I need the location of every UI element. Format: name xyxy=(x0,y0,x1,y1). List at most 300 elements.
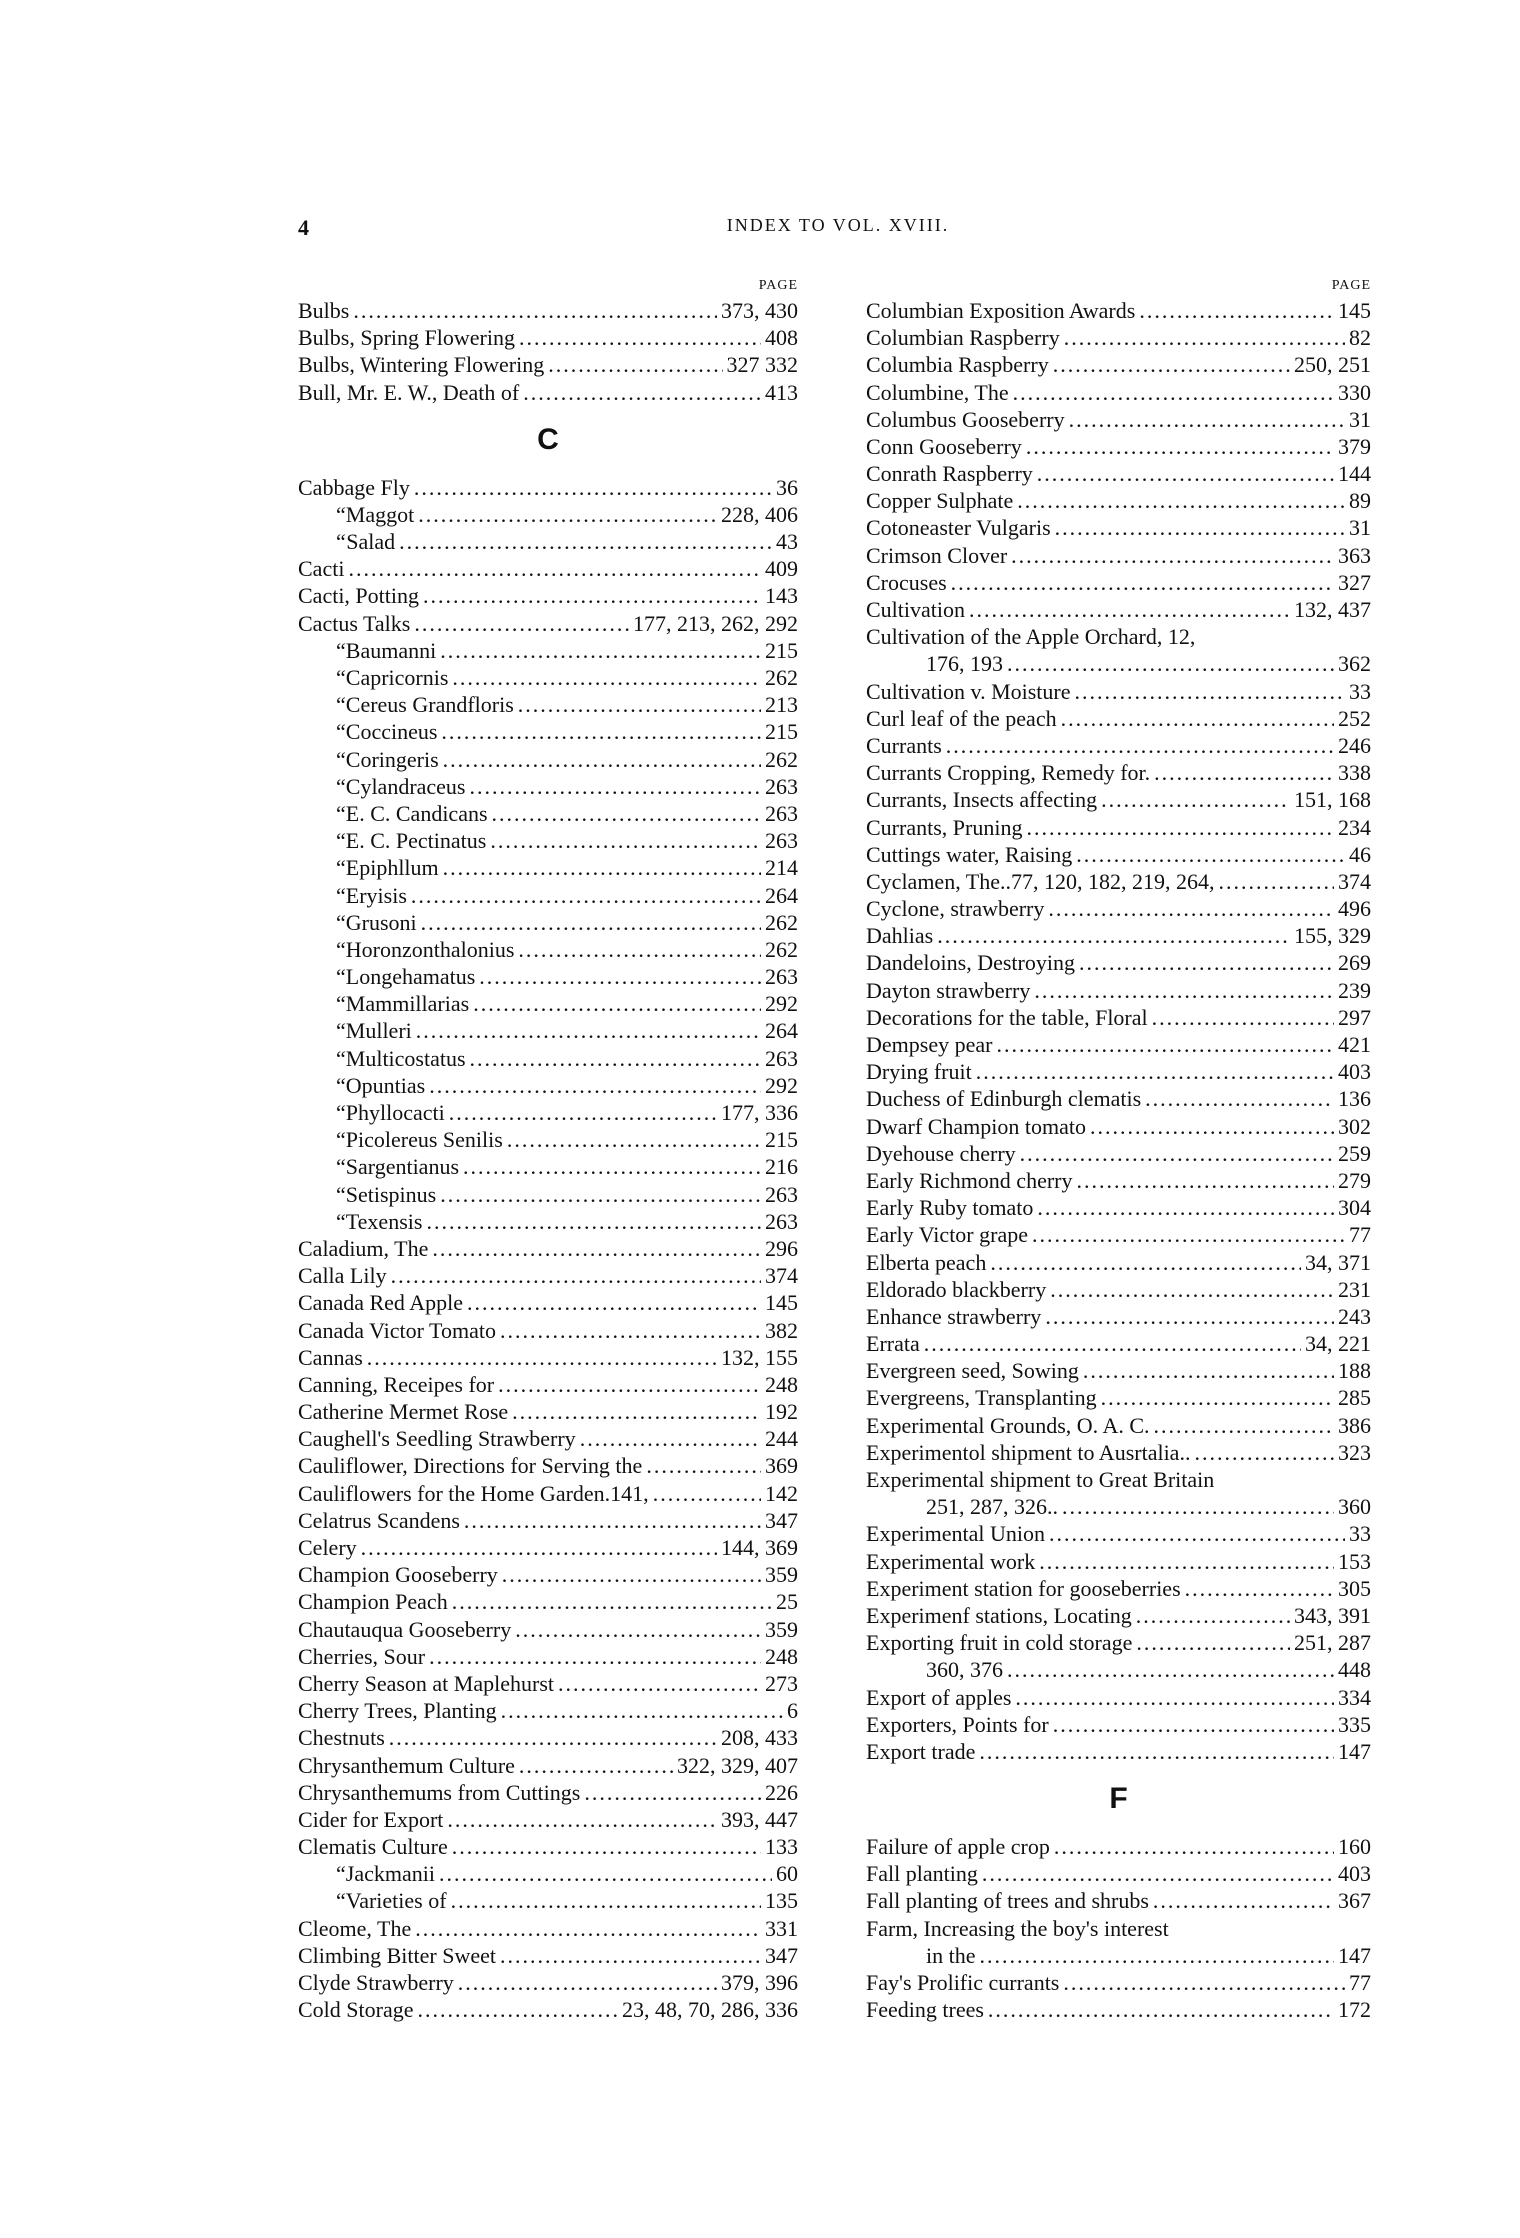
dot-leader xyxy=(1048,895,1334,922)
entry-pages: 296 xyxy=(765,1235,798,1261)
dot-leader xyxy=(501,1697,783,1724)
dot-leader xyxy=(470,773,762,800)
entry-pages: 292 xyxy=(765,1072,798,1098)
entry-pages: 413 xyxy=(765,379,798,405)
index-entry xyxy=(866,433,1371,460)
entry-pages: 226 xyxy=(765,1779,798,1805)
entry-pages: 244 xyxy=(765,1426,798,1452)
index-entry xyxy=(866,1276,1371,1303)
entry-name: Experiment station for gooseberries xyxy=(866,1575,1181,1601)
index-entry xyxy=(866,1629,1371,1656)
ditto-mark: “ xyxy=(336,1100,346,1126)
entry-name: 251, 287, 326.. xyxy=(926,1494,1058,1520)
entry-name: Cider for Export xyxy=(298,1806,444,1832)
entry-name: Columbus Gooseberry xyxy=(866,406,1065,432)
entry-name: Clyde Strawberry xyxy=(298,1970,454,1996)
entry-pages: 177, 213, 262, 292 xyxy=(633,610,798,636)
entry-pages: 263 xyxy=(765,773,798,799)
entry-name: Experimental shipment to Great Britain xyxy=(866,1467,1215,1493)
dot-leader xyxy=(1061,705,1334,732)
index-entry xyxy=(298,1181,798,1208)
dot-leader xyxy=(1055,514,1345,541)
index-entry xyxy=(298,1344,798,1371)
entry-name: Duchess of Edinburgh clematis xyxy=(866,1086,1142,1112)
entry-pages: 248 xyxy=(765,1371,798,1397)
index-entry xyxy=(298,1262,798,1289)
index-entry xyxy=(866,1466,1371,1493)
dot-leader xyxy=(515,1616,761,1643)
dot-leader xyxy=(421,909,761,936)
entry-pages: 330 xyxy=(1338,379,1371,405)
index-entry xyxy=(298,1208,798,1235)
entry-pages: 386 xyxy=(1338,1412,1371,1438)
ditto-mark: “ xyxy=(336,1181,346,1207)
entry-pages: 132, 155 xyxy=(721,1344,798,1370)
section-letter-f: F xyxy=(1109,1782,1128,1816)
entry-pages: 331 xyxy=(765,1915,798,1941)
entry-pages: 213 xyxy=(765,692,798,718)
entry-name: Early Richmond cherry xyxy=(866,1167,1073,1193)
dot-leader xyxy=(464,1507,761,1534)
entry-name: Longehamatus xyxy=(345,964,476,990)
dot-leader xyxy=(584,1779,761,1806)
entry-name: Bulbs, Wintering Flowering xyxy=(298,352,545,378)
entry-pages: 215 xyxy=(765,1127,798,1153)
entry-name: Dempsey pear xyxy=(866,1032,993,1058)
index-entry xyxy=(298,882,798,909)
index-entry xyxy=(298,583,798,610)
entry-name: Failure of apple crop xyxy=(866,1834,1050,1860)
index-entry xyxy=(866,324,1371,351)
entry-pages: 239 xyxy=(1338,977,1371,1003)
index-entry xyxy=(866,1888,1371,1915)
index-entry xyxy=(298,1507,798,1534)
index-entry xyxy=(298,1480,798,1507)
dot-leader xyxy=(1090,1113,1334,1140)
entry-pages: 172 xyxy=(1338,1997,1371,2023)
entry-pages: 43 xyxy=(776,529,798,555)
index-entry xyxy=(298,1888,798,1915)
dot-leader xyxy=(1011,542,1334,569)
entry-pages: 145 xyxy=(1338,297,1371,323)
index-entry xyxy=(298,1561,798,1588)
ditto-mark: “ xyxy=(336,828,346,854)
entry-name: Canning, Receipes for xyxy=(298,1371,495,1397)
index-entry xyxy=(866,1385,1371,1412)
entry-name: Exporters, Points for xyxy=(866,1711,1049,1737)
index-entry xyxy=(298,1289,798,1316)
dot-leader xyxy=(423,582,761,609)
page-header xyxy=(298,215,1378,245)
entry-pages: 262 xyxy=(765,936,798,962)
dot-leader xyxy=(389,1724,717,1751)
dot-leader xyxy=(500,1317,761,1344)
entry-pages: 409 xyxy=(765,556,798,582)
entry-name: Cannas xyxy=(298,1344,363,1370)
index-entry xyxy=(298,1371,798,1398)
right-column xyxy=(866,275,1371,2023)
index-entry xyxy=(866,1996,1371,2023)
entry-pages: 31 xyxy=(1349,515,1371,541)
entry-pages: 264 xyxy=(765,882,798,908)
dot-leader xyxy=(507,1126,761,1153)
entry-name: Early Victor grape xyxy=(866,1222,1028,1248)
entry-name: Capricornis xyxy=(345,665,449,691)
entry-pages: 60 xyxy=(776,1861,798,1887)
entry-pages: 327 xyxy=(1338,569,1371,595)
entry-name: Climbing Bitter Sweet xyxy=(298,1942,496,1968)
entry-pages: 160 xyxy=(1338,1834,1371,1860)
entry-name: Early Ruby tomato xyxy=(866,1195,1034,1221)
ditto-mark: “ xyxy=(336,1861,346,1887)
index-entry xyxy=(866,569,1371,596)
entry-name: Celery xyxy=(298,1535,357,1561)
dot-leader xyxy=(353,297,717,324)
entry-pages: 263 xyxy=(765,964,798,990)
dot-leader xyxy=(1063,1969,1345,1996)
dot-leader xyxy=(1037,1194,1334,1221)
dot-leader xyxy=(1075,678,1345,705)
index-entry xyxy=(866,1493,1371,1520)
dot-leader xyxy=(1194,1439,1334,1466)
entry-name: Errata xyxy=(866,1331,920,1357)
dot-leader xyxy=(1083,1357,1334,1384)
entry-name: Experimentol shipment to Ausrtalia.. xyxy=(866,1439,1191,1465)
index-entry xyxy=(298,351,798,378)
index-entry xyxy=(866,922,1371,949)
entry-name: Elberta peach xyxy=(866,1249,987,1275)
entry-name: Eldorado blackberry xyxy=(866,1276,1047,1302)
dot-leader xyxy=(414,474,772,501)
entry-pages: 248 xyxy=(765,1643,798,1669)
entry-name: Conrath Raspberry xyxy=(866,461,1033,487)
entry-name: Cyclone, strawberry xyxy=(866,896,1045,922)
page-column-label: PAGE xyxy=(758,278,798,293)
index-entry xyxy=(298,1453,798,1480)
dot-leader xyxy=(502,1561,761,1588)
dot-leader xyxy=(512,1398,761,1425)
ditto-mark: “ xyxy=(336,746,346,772)
entry-pages: 25 xyxy=(776,1589,798,1615)
index-entry xyxy=(866,1194,1371,1221)
dot-leader xyxy=(1034,977,1334,1004)
dot-leader xyxy=(558,1670,761,1697)
entry-name: Catherine Mermet Rose xyxy=(298,1399,509,1425)
entry-pages: 228, 406 xyxy=(721,501,798,527)
entry-name: Evergreen seed, Sowing xyxy=(866,1358,1079,1384)
index-entry xyxy=(298,691,798,718)
entry-name: Copper Sulphate xyxy=(866,488,1014,514)
entry-name: Grusoni xyxy=(345,909,417,935)
index-entry xyxy=(298,1534,798,1561)
dot-leader xyxy=(518,936,761,963)
dot-leader xyxy=(447,1806,717,1833)
entry-pages: 285 xyxy=(1338,1385,1371,1411)
entry-pages: 89 xyxy=(1349,488,1371,514)
entry-pages: 302 xyxy=(1338,1113,1371,1139)
index-entry xyxy=(298,1806,798,1833)
entry-name: Chestnuts xyxy=(298,1725,385,1751)
entry-name: Exporting fruit in cold storage xyxy=(866,1630,1133,1656)
entry-name: Export of apples xyxy=(866,1684,1012,1710)
entry-pages: 177, 336 xyxy=(721,1100,798,1126)
dot-leader xyxy=(969,596,1290,623)
dot-leader xyxy=(1154,759,1334,786)
entry-pages: 77 xyxy=(1349,1970,1371,1996)
entry-name: Cuttings water, Raising xyxy=(866,841,1073,867)
dot-leader xyxy=(411,882,761,909)
index-entry xyxy=(298,297,798,324)
entry-name: Currants, Insects affecting xyxy=(866,787,1098,813)
entry-pages: 251, 287 xyxy=(1294,1630,1371,1656)
index-entry xyxy=(298,474,798,501)
dot-leader xyxy=(924,1330,1301,1357)
entry-pages: 393, 447 xyxy=(721,1806,798,1832)
dot-leader xyxy=(1136,1629,1290,1656)
entry-name: Picolereus Senilis xyxy=(345,1127,503,1153)
dot-leader xyxy=(440,637,761,664)
page-number: 4 xyxy=(298,215,309,240)
index-entry xyxy=(298,1588,798,1615)
entry-pages: 323 xyxy=(1338,1439,1371,1465)
ditto-mark: “ xyxy=(336,991,346,1017)
dot-leader xyxy=(463,1153,761,1180)
index-entry xyxy=(866,1330,1371,1357)
entry-name: Cacti xyxy=(298,556,345,582)
entry-pages: 379, 396 xyxy=(721,1970,798,1996)
index-entry xyxy=(298,664,798,691)
entry-name: Cold Storage xyxy=(298,1997,414,2023)
entry-pages: 264 xyxy=(765,1018,798,1044)
entry-name: Enhance strawberry xyxy=(866,1303,1042,1329)
ditto-mark: “ xyxy=(336,692,346,718)
index-entry xyxy=(866,678,1371,705)
dot-leader xyxy=(1136,1602,1290,1629)
dot-leader xyxy=(418,501,717,528)
entry-pages: 292 xyxy=(765,991,798,1017)
entry-pages: 23, 48, 70, 286, 336 xyxy=(622,1997,798,2023)
index-entry xyxy=(866,732,1371,759)
entry-pages: 334 xyxy=(1338,1684,1371,1710)
entry-pages: 133 xyxy=(765,1834,798,1860)
dot-leader xyxy=(414,610,629,637)
entry-name: Horonzonthalonius xyxy=(345,936,515,962)
ditto-mark: “ xyxy=(336,800,346,826)
entry-pages: 263 xyxy=(765,1045,798,1071)
dot-leader xyxy=(470,1045,761,1072)
entry-name: in the xyxy=(926,1942,976,1968)
entry-name: Epiphllum xyxy=(345,855,439,881)
entry-pages: 373, 430 xyxy=(721,297,798,323)
entry-name: Cactus Talks xyxy=(298,610,411,636)
dot-leader xyxy=(1079,949,1334,976)
ditto-mark: “ xyxy=(336,529,346,555)
entry-name: Fall planting xyxy=(866,1861,978,1887)
dot-leader xyxy=(1153,1887,1334,1914)
entry-name: Feeding trees xyxy=(866,1997,984,2023)
entry-name: E. C. Pectinatus xyxy=(345,828,487,854)
dot-leader xyxy=(996,1031,1334,1058)
index-entry xyxy=(866,1412,1371,1439)
dot-leader xyxy=(492,800,761,827)
index-entry xyxy=(298,1724,798,1751)
entry-name: Jackmanii xyxy=(345,1861,435,1887)
index-entry xyxy=(866,406,1371,433)
entry-name: Columbian Exposition Awards xyxy=(866,297,1136,323)
dot-leader xyxy=(467,1289,761,1316)
entry-name: E. C. Candicans xyxy=(345,800,488,826)
dot-leader xyxy=(523,379,761,406)
entry-pages: 215 xyxy=(765,719,798,745)
index-entry xyxy=(298,990,798,1017)
entry-pages: 36 xyxy=(776,474,798,500)
entry-pages: 263 xyxy=(765,1208,798,1234)
entry-pages: 147 xyxy=(1338,1942,1371,1968)
index-entry xyxy=(866,650,1371,677)
entry-name: Bulbs xyxy=(298,297,350,323)
index-entry xyxy=(298,1398,798,1425)
dot-leader xyxy=(1152,1004,1334,1031)
entry-pages: 408 xyxy=(765,325,798,351)
dot-leader xyxy=(498,1371,761,1398)
dot-leader xyxy=(473,990,761,1017)
entry-name: Fall planting of trees and shrubs xyxy=(866,1888,1149,1914)
ditto-mark: “ xyxy=(336,1127,346,1153)
entry-name: Curl leaf of the peach xyxy=(866,705,1057,731)
dot-leader xyxy=(429,1643,761,1670)
entry-name: Cauliflower, Directions for Serving the xyxy=(298,1453,643,1479)
entry-name: Cherries, Sour xyxy=(298,1643,426,1669)
entry-name: Canada Victor Tomato xyxy=(298,1317,496,1343)
entry-name: Cereus Grandfloris xyxy=(345,692,514,718)
index-entry xyxy=(866,1684,1371,1711)
entry-pages: 215 xyxy=(765,637,798,663)
index-entry xyxy=(298,501,798,528)
index-entry xyxy=(298,1670,798,1697)
dot-leader xyxy=(518,691,761,718)
ditto-mark: “ xyxy=(336,1888,346,1914)
dot-leader xyxy=(1069,406,1345,433)
entry-pages: 362 xyxy=(1338,651,1371,677)
index-entry xyxy=(866,297,1371,324)
index-entry xyxy=(298,1752,798,1779)
entry-name: Cultivation xyxy=(866,597,965,623)
left-column xyxy=(298,275,798,2023)
entry-name: Coringeris xyxy=(345,746,439,772)
dot-leader xyxy=(1049,1520,1345,1547)
dot-leader xyxy=(1077,1167,1335,1194)
dot-leader xyxy=(951,569,1334,596)
entry-pages: 379 xyxy=(1338,433,1371,459)
entry-name: Export trade xyxy=(866,1738,976,1764)
dot-leader xyxy=(399,528,772,555)
entry-name: Cultivation of the Apple Orchard, 12, xyxy=(866,624,1196,650)
entry-name: Cleome, The xyxy=(298,1915,412,1941)
dot-leader xyxy=(452,664,761,691)
entry-pages: 363 xyxy=(1338,542,1371,568)
index-entry xyxy=(866,1860,1371,1887)
entry-name: Cultivation v. Moisture xyxy=(866,678,1071,704)
index-entry xyxy=(866,895,1371,922)
entry-name: Cotoneaster Vulgaris xyxy=(866,515,1051,541)
entry-name: Conn Gooseberry xyxy=(866,433,1022,459)
index-entry xyxy=(298,909,798,936)
entry-name: Cabbage Fly xyxy=(298,474,410,500)
index-entry xyxy=(298,1969,798,1996)
entry-name: Setispinus xyxy=(345,1181,437,1207)
index-entry xyxy=(298,1833,798,1860)
ditto-mark: “ xyxy=(336,773,346,799)
ditto-mark: “ xyxy=(336,964,346,990)
dot-leader xyxy=(1050,1276,1334,1303)
entry-name: Cherry Season at Maplehurst xyxy=(298,1670,554,1696)
index-entry xyxy=(866,1969,1371,1996)
entry-name: Cacti, Potting xyxy=(298,583,419,609)
entry-pages: 243 xyxy=(1338,1303,1371,1329)
entry-pages: 216 xyxy=(765,1154,798,1180)
index-entry xyxy=(866,1942,1371,1969)
entry-pages: 33 xyxy=(1349,678,1371,704)
index-entry xyxy=(866,759,1371,786)
index-entry xyxy=(866,950,1371,977)
entry-name: Baumanni xyxy=(345,637,437,663)
dot-leader xyxy=(1062,1493,1334,1520)
entry-pages: 153 xyxy=(1338,1548,1371,1574)
entry-pages: 147 xyxy=(1338,1738,1371,1764)
dot-leader xyxy=(1053,351,1290,378)
entry-pages: 421 xyxy=(1338,1032,1371,1058)
entries-c-right xyxy=(866,297,1371,1765)
entry-pages: 279 xyxy=(1338,1167,1371,1193)
index-entry xyxy=(866,542,1371,569)
index-entry xyxy=(298,854,798,881)
index-entry xyxy=(866,1548,1371,1575)
ditto-mark: “ xyxy=(336,719,346,745)
index-entry xyxy=(866,1738,1371,1765)
entry-pages: 46 xyxy=(1349,841,1371,867)
index-entry xyxy=(298,1072,798,1099)
ditto-mark: “ xyxy=(336,1154,346,1180)
entry-name: Chautauqua Gooseberry xyxy=(298,1616,512,1642)
entry-pages: 496 xyxy=(1338,896,1371,922)
dot-leader xyxy=(1007,1656,1334,1683)
ditto-mark: “ xyxy=(336,1018,346,1044)
entry-pages: 374 xyxy=(765,1263,798,1289)
entry-name: 360, 376 xyxy=(926,1657,1003,1683)
index-entry xyxy=(298,1126,798,1153)
index-entry xyxy=(866,1004,1371,1031)
index-entry xyxy=(866,1520,1371,1547)
index-entry xyxy=(866,1575,1371,1602)
entries-c-left xyxy=(298,474,798,2024)
dot-leader xyxy=(1076,841,1345,868)
dot-leader xyxy=(1015,1684,1334,1711)
dot-leader xyxy=(440,1181,761,1208)
dot-leader xyxy=(432,1235,761,1262)
entry-name: Experimental work xyxy=(866,1548,1036,1574)
entry-pages: 347 xyxy=(765,1507,798,1533)
entry-name: Texensis xyxy=(345,1208,423,1234)
index-entry xyxy=(866,1221,1371,1248)
entry-pages: 144 xyxy=(1338,461,1371,487)
entry-pages: 262 xyxy=(765,909,798,935)
dot-leader xyxy=(519,1752,673,1779)
entry-pages: 367 xyxy=(1338,1888,1371,1914)
dot-leader xyxy=(452,1833,761,1860)
dot-leader xyxy=(458,1969,717,1996)
entry-name: Fay's Prolific currants xyxy=(866,1970,1060,1996)
entry-pages: 151, 168 xyxy=(1294,787,1371,813)
